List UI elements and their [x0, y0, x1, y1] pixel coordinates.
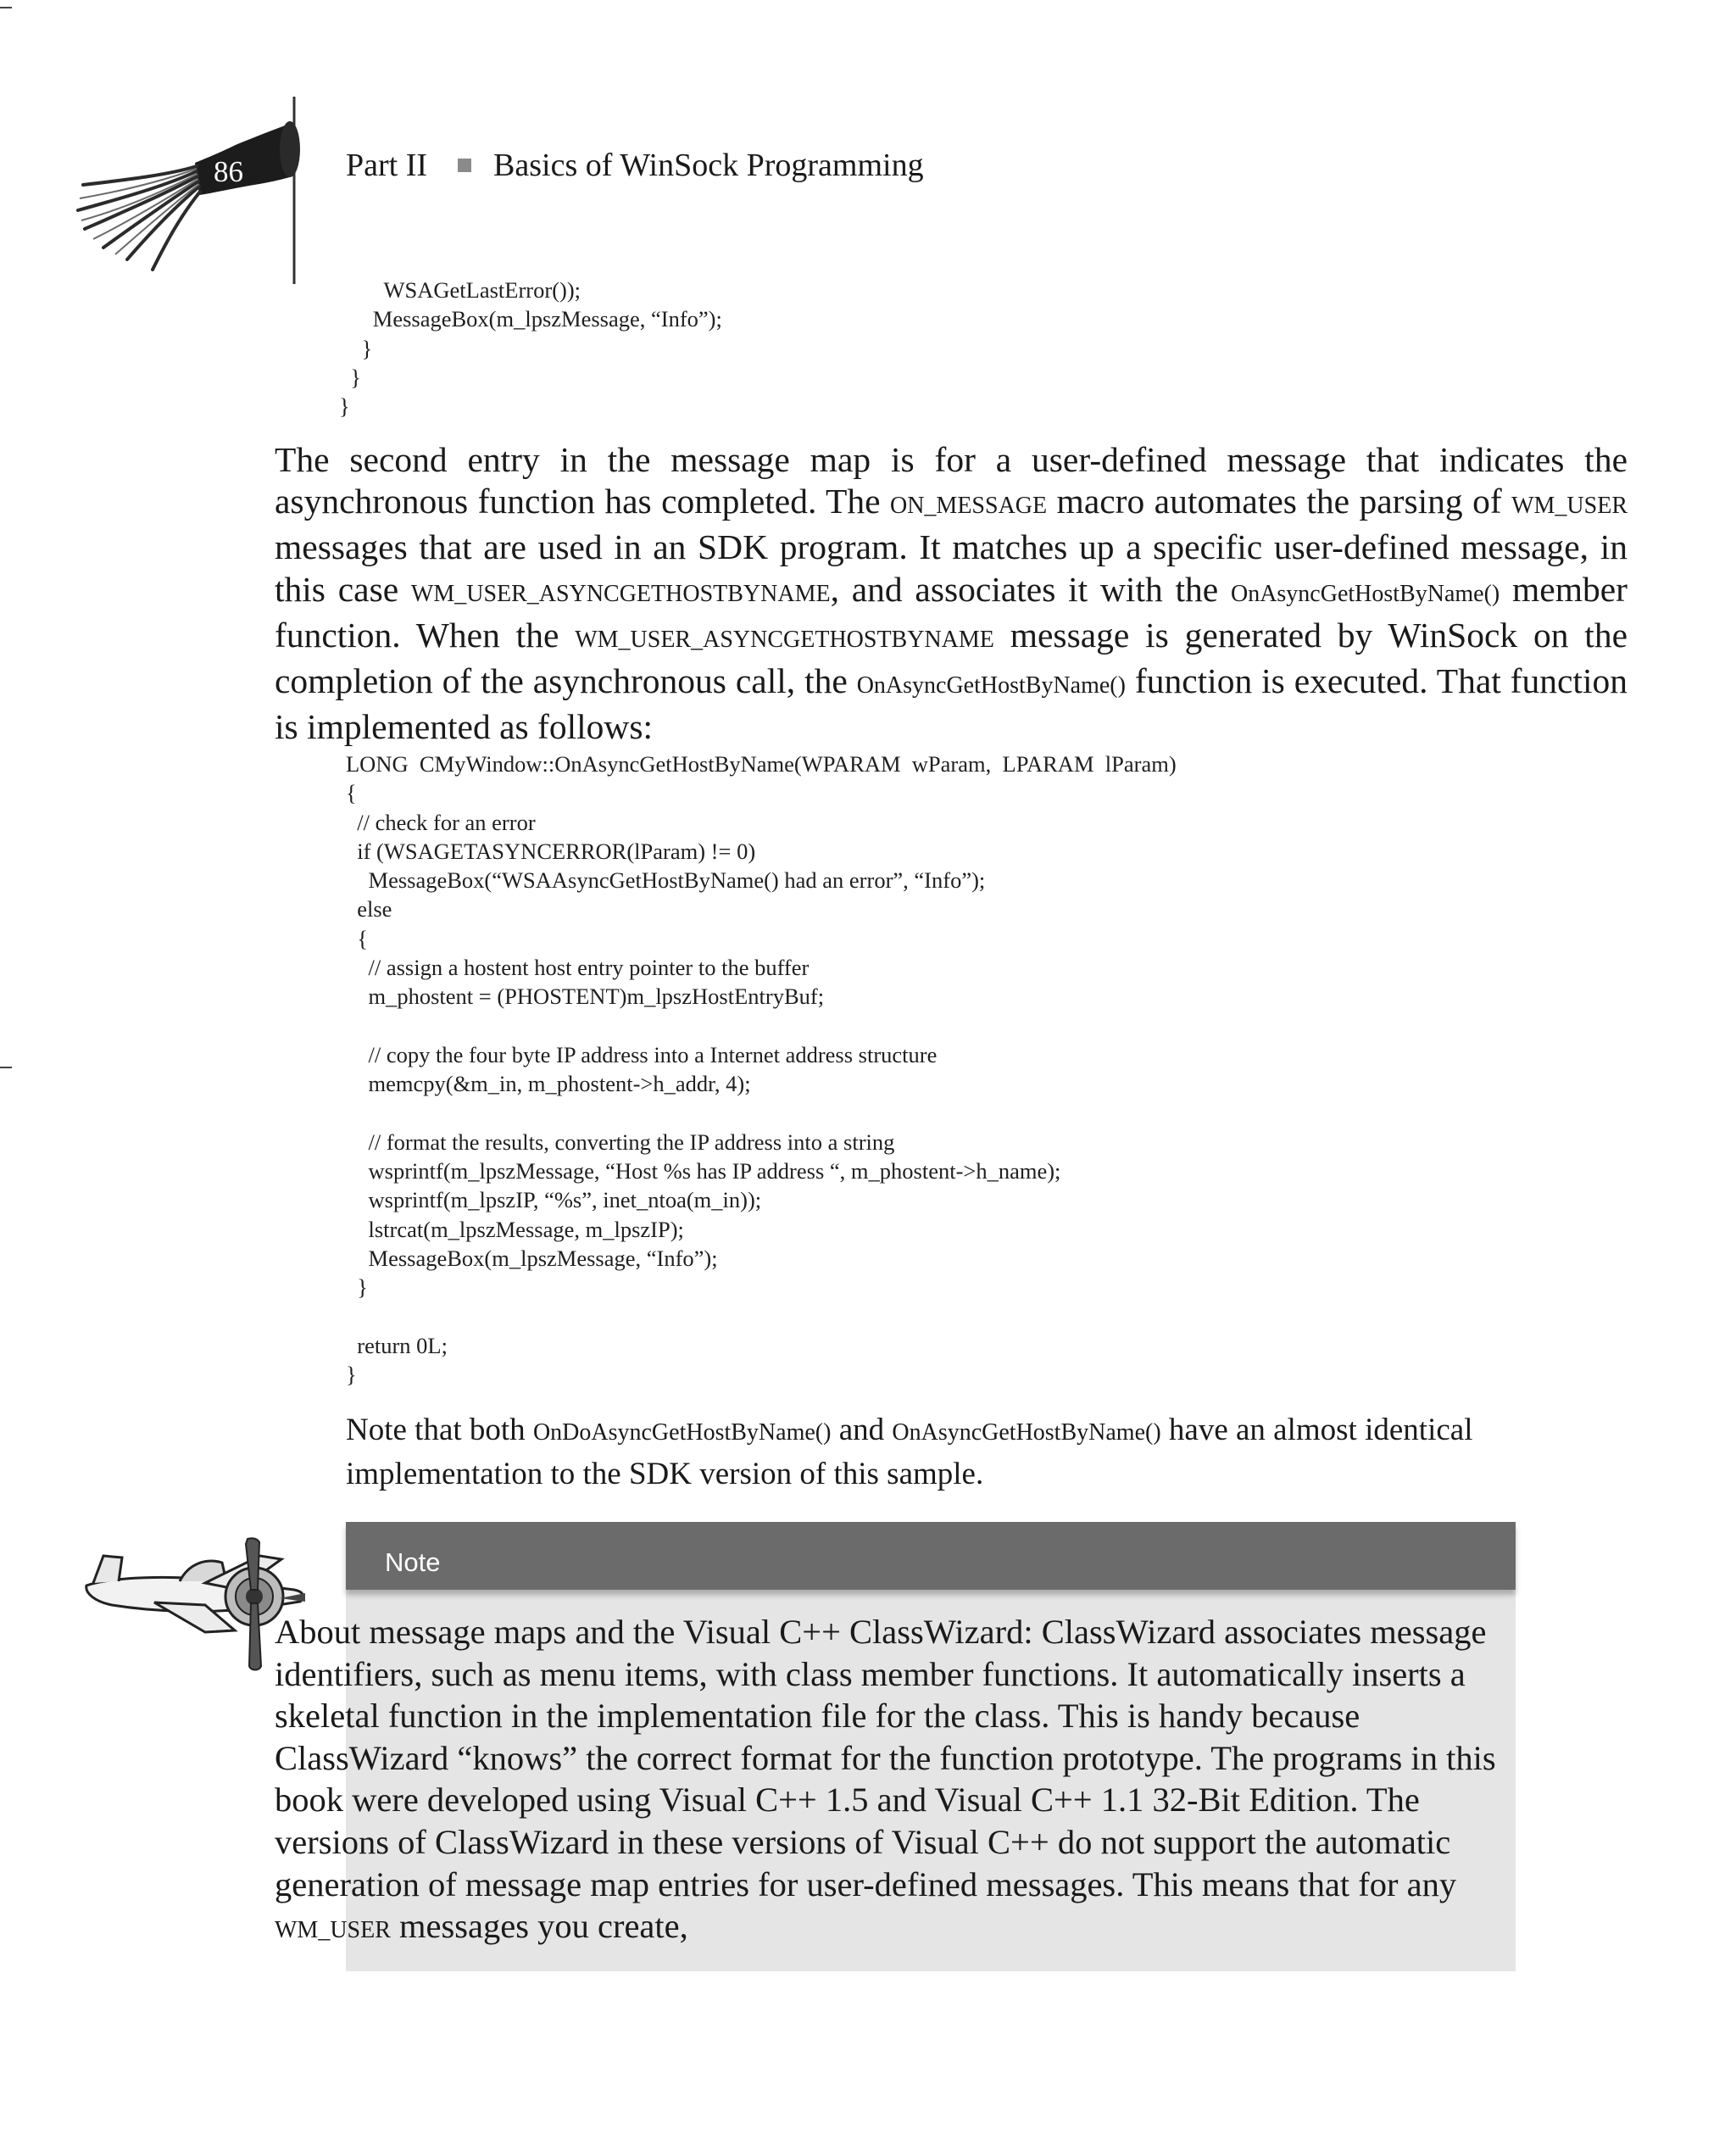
inline-code: WM_USER_ASYNCGETHOSTBYNAME	[575, 626, 994, 653]
scan-edge-mark	[0, 7, 12, 8]
inline-code: OnAsyncGetHostByName()	[1230, 580, 1500, 607]
note-header-bar	[346, 1522, 1516, 1590]
inline-code: OnDoAsyncGetHostByName()	[532, 1419, 832, 1446]
note-label: Note	[385, 1547, 441, 1577]
inline-code: WM_USER	[275, 1917, 391, 1944]
part-label: Part II	[346, 148, 428, 183]
inline-code: ON_MESSAGE	[889, 493, 1048, 520]
scan-edge-mark	[0, 1067, 12, 1068]
windsock-icon	[68, 93, 322, 288]
body-paragraph-2: Note that both OnDoAsyncGetHostByName() and OnAsyncGetHostByName() have an almost identical implementation to the SDK version of this sample.	[346, 1413, 1473, 1491]
code-listing-top: WSAGetLastError()); MessageBox(m_lpszMessage, “Info”); } } }	[339, 277, 722, 420]
section-title: Basics of WinSock Programming	[493, 148, 924, 183]
inline-code: WM_USER	[1511, 493, 1628, 520]
running-head	[346, 147, 924, 184]
inline-code: OnAsyncGetHostByName()	[856, 672, 1126, 699]
inline-code: WM_USER_ASYNCGETHOSTBYNAME	[410, 580, 831, 607]
inline-code: OnAsyncGetHostByName()	[892, 1419, 1161, 1446]
separator-square-icon	[458, 159, 471, 172]
code-listing-main: LONG CMyWindow::OnAsyncGetHostByName(WPARAM wParam, LPARAM lParam) { // check for an error if (WSAGETASYNCERROR(lParam) != 0) MessageBox(“WSAAsyncGetHostByName() had an error”, “Info”); else { // assign a hostent host entry pointer to the buffer m_phostent = (PHOSTENT)m_lpszHostEntryBuf; // copy the four byte IP address into a Internet address structure memcpy(&m_in, m_phostent->h_addr, 4); // format the results, converting the IP address into a string wsprintf(m_lpszMessage, “Host %s has IP address “, m_phostent->h_name); wsprintf(m_lpszIP, “%s”, inet_ntoa(m_in)); lstrcat(m_lpszMessage, m_lpszIP); MessageBox(m_lpszMessage, “Info”); } return 0L; }	[346, 751, 1177, 1388]
body-paragraph: The second entry in the message map is for a user-defined message that indicates the asynchronous function has completed. The ON_MESSAGE macro automates the parsing of WM_USER messages that are used in an SDK program. It matches up a specific user-defined message, in this case WM_USER_ASYNCGETHOSTBYNAME, and associates it with the OnAsyncGetHostByName() member function. When the WM_USER_ASYNCGETHOSTBYNAME message is generated by WinSock on the completion of the asynchronous call, the OnAsyncGetHostByName() function is executed. That function is implemented as follows:	[275, 440, 1628, 747]
note-text: About message maps and the Visual C++ ClassWizard: ClassWizard associates message identifiers, such as menu items, with class member functions. It automatically inserts a skeletal function in the implementation file for the class. This is handy because ClassWizard “knows” the correct format for the function prototype. The programs in this book were developed using Visual C++ 1.5 and Visual C++ 1.1 32-Bit Edition. The versions of ClassWizard in these versions of Visual C++ do not support the automatic generation of message map entries for user-defined messages. This means that for any WM_USER messages you create,	[275, 1613, 1496, 1946]
page-number: 86	[214, 155, 243, 188]
